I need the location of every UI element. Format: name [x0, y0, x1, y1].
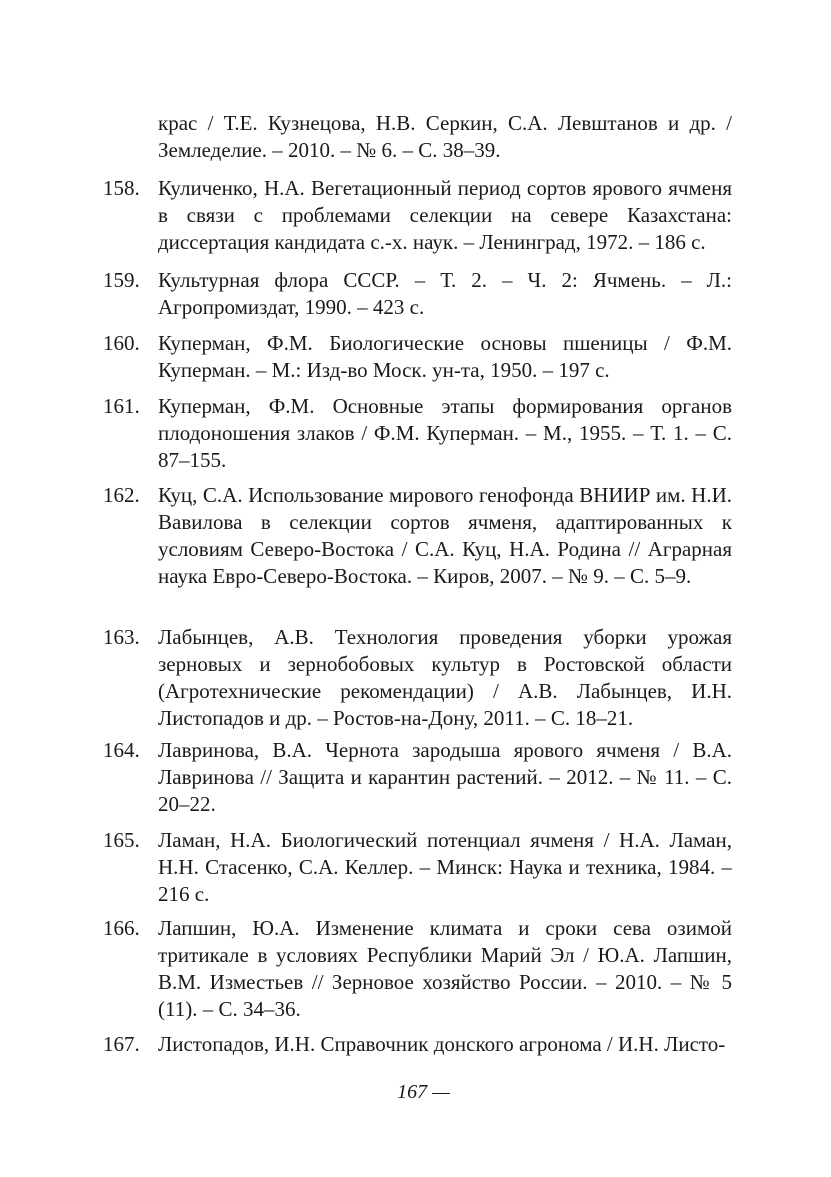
reference-number: 160. [103, 331, 140, 355]
footer-dash: — [432, 1081, 450, 1103]
reference-continuation: крас / Т.Е. Кузнецова, Н.В. Серкин, С.А. Левштанов и др. / Земледелие. – 2010. – № 6. – С. 38–39. [158, 111, 732, 162]
reference-number: 164. [103, 738, 140, 762]
reference-number: 158. [103, 176, 140, 200]
reference-number: 163. [103, 625, 140, 649]
reference-entry [103, 915, 732, 1023]
page-number: 167 [397, 1081, 428, 1103]
reference-entry [103, 827, 732, 908]
reference-entry [103, 175, 732, 256]
reference-text: Лабынцев, А.В. Технология проведения уборки урожая зерновых и зернобобовых культур в Ростовской области (Агротехнические рекомендации) / А.В. Лабынцев, И.Н. Листопадов и др. – Ростов-на-Дону, 2011. – С. 18–21. [158, 625, 732, 730]
reference-text: Куперман, Ф.М. Основные этапы формирования органов плодоношения злаков / Ф.М. Куперман. – М., 1955. – Т. 1. – С. 87–155. [158, 394, 732, 472]
reference-text: Листопадов, И.Н. Справочник донского агронома / И.Н. Листо- [158, 1032, 726, 1056]
reference-entry [103, 624, 732, 732]
reference-number: 165. [103, 828, 140, 852]
reference-entry [103, 330, 732, 384]
reference-number: 159. [103, 268, 140, 292]
page-footer [0, 1081, 831, 1104]
reference-number: 161. [103, 394, 140, 418]
reference-text: Культурная флора СССР. – Т. 2. – Ч. 2: Ячмень. – Л.: Агропромиздат, 1990. – 423 с. [158, 268, 732, 319]
reference-entry [103, 1031, 732, 1058]
reference-text: Куличенко, Н.А. Вегетационный период сортов ярового ячменя в связи с проблемами селекции на севере Казахстана: диссертация кандидата с.-х. наук. – Ленинград, 1972. – 186 с. [158, 176, 732, 254]
reference-number: 166. [103, 916, 140, 940]
reference-entry [103, 482, 732, 590]
reference-number: 162. [103, 483, 140, 507]
reference-entry [103, 737, 732, 818]
reference-text: Ламан, Н.А. Биологический потенциал ячменя / Н.А. Ламан, Н.Н. Стасенко, С.А. Келлер. – Минск: Наука и техника, 1984. – 216 с. [158, 828, 732, 906]
reference-number: 167. [103, 1032, 140, 1056]
reference-text: Куц, С.А. Использование мирового генофонда ВНИИР им. Н.И. Вавилова в селекции сортов ячменя, адаптированных к условиям Северо-Востока / С.А. Куц, Н.А. Родина // Аграрная наука Евро-Северо-Востока. – Киров, 2007. – № 9. – С. 5–9. [158, 483, 732, 588]
reference-text: Куперман, Ф.М. Биологические основы пшеницы / Ф.М. Куперман. – М.: Изд-во Моск. ун-та, 1950. – 197 с. [158, 331, 732, 382]
reference-entry [103, 393, 732, 474]
reference-entry [103, 267, 732, 321]
reference-text: Лавринова, В.А. Чернота зародыша ярового ячменя / В.А. Лавринова // Защита и карантин растений. – 2012. – № 11. – С. 20–22. [158, 738, 732, 816]
reference-text: Лапшин, Ю.А. Изменение климата и сроки сева озимой тритикале в условиях Республики Марий Эл / Ю.А. Лапшин, В.М. Изместьев // Зерновое хозяйство России. – 2010. – № 5 (11). – С. 34–36. [158, 916, 732, 1021]
